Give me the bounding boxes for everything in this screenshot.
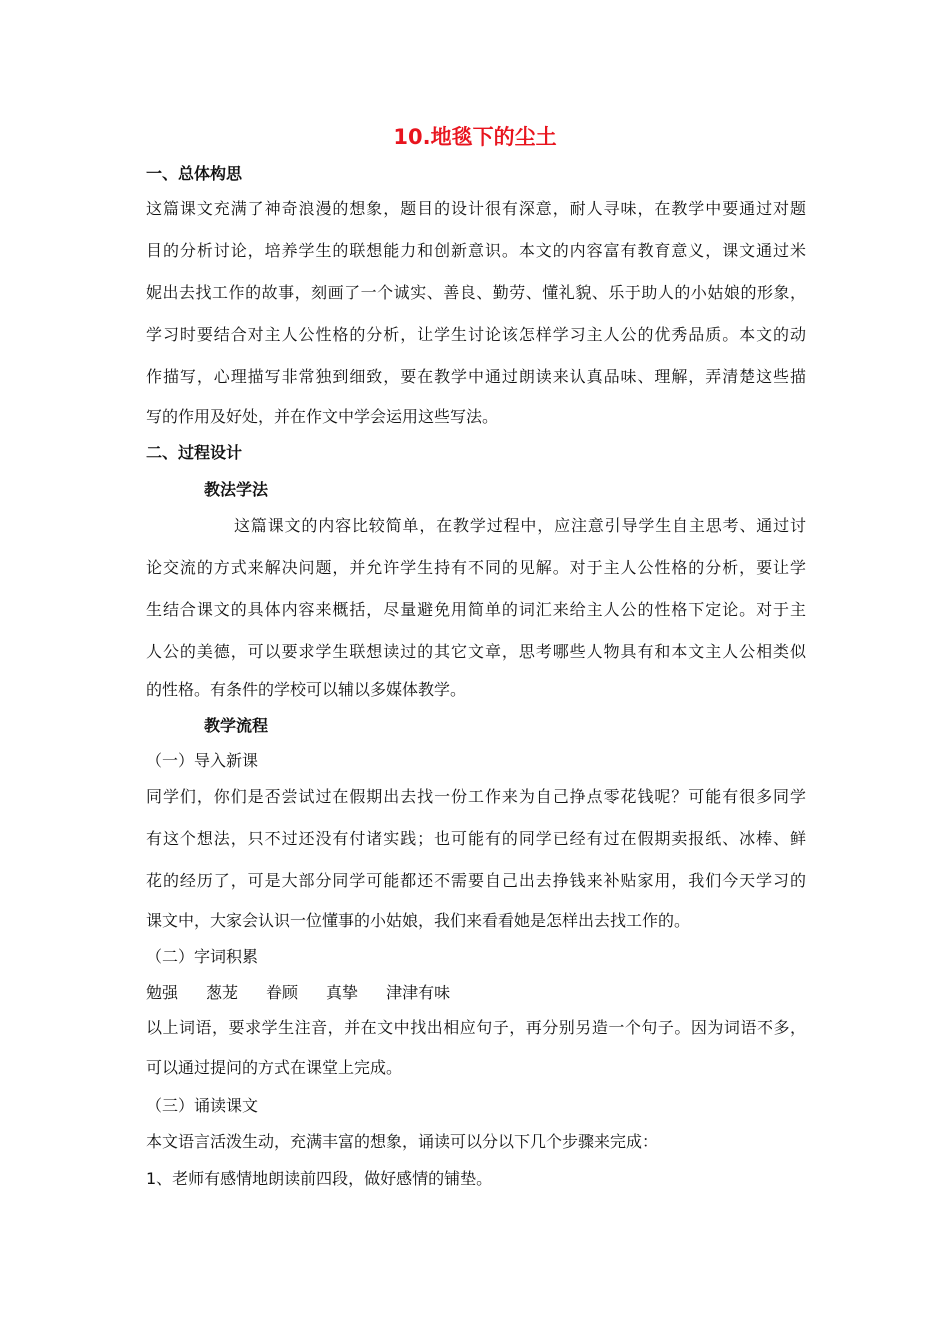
- paragraph-line: 这篇课文充满了神奇浪漫的想象，题目的设计很有深意，耐人寻味，在教学中要通过对题: [146, 199, 806, 218]
- document-title: 10.地毯下的尘土: [393, 125, 557, 149]
- vocab-word: 勉强: [146, 983, 179, 1002]
- paragraph-line: 生结合课文的具体内容来概括，尽量避免用简单的词汇来给主人公的性格下定论。对于主: [146, 600, 806, 619]
- paragraph-line: 作描写，心理描写非常独到细致，要在教学中通过朗读来认真品味、理解，弄清楚这些描: [146, 367, 806, 386]
- paragraph-line: 妮出去找工作的故事，刻画了一个诚实、善良、勤劳、懂礼貌、乐于助人的小姑娘的形象，: [146, 283, 806, 302]
- part-heading: （二）字词积累: [146, 947, 259, 966]
- paragraph-line: 有这个想法，只不过还没有付诸实践；也可能有的同学已经有过在假期卖报纸、冰棒、鲜: [146, 829, 806, 848]
- paragraph-line: 人公的美德，可以要求学生联想读过的其它文章，思考哪些人物具有和本文主人公相类似: [146, 642, 806, 661]
- paragraph-line: 课文中，大家会认识一位懂事的小姑娘，我们来看看她是怎样出去找工作的。: [146, 911, 691, 930]
- paragraph-line: 的性格。有条件的学校可以辅以多媒体教学。: [146, 680, 467, 699]
- vocab-word: 眷顾: [266, 983, 299, 1002]
- paragraph-line: 学习时要结合对主人公性格的分析，让学生讨论该怎样学习主人公的优秀品质。本文的动: [146, 325, 806, 344]
- subsection-heading: 教法学法: [204, 480, 269, 499]
- part-heading: （一）导入新课: [146, 751, 259, 770]
- paragraph-line: 以上词语，要求学生注音，并在文中找出相应句子，再分别另造一个句子。因为词语不多，: [146, 1018, 806, 1037]
- vocab-word: 真挚: [326, 983, 359, 1002]
- paragraph-line: 这篇课文的内容比较简单，在教学过程中，应注意引导学生自主思考、通过讨: [234, 516, 806, 535]
- subsection-heading: 教学流程: [204, 716, 269, 735]
- part-heading: （三）诵读课文: [146, 1096, 259, 1115]
- section-heading: 二、过程设计: [146, 443, 243, 462]
- paragraph-line: 可以通过提问的方式在课堂上完成。: [146, 1058, 403, 1077]
- section-heading: 一、总体构思: [146, 164, 243, 183]
- paragraph-line: 写的作用及好处，并在作文中学会运用这些写法。: [146, 407, 499, 426]
- word-list: [146, 983, 478, 1003]
- paragraph-line: 目的分析讨论，培养学生的联想能力和创新意识。本文的内容富有教育意义，课文通过米: [146, 241, 806, 260]
- paragraph-line: 花的经历了，可是大部分同学可能都还不需要自己出去挣钱来补贴家用，我们今天学习的: [146, 871, 806, 890]
- paragraph-line: 同学们，你们是否尝试过在假期出去找一份工作来为自己挣点零花钱呢？可能有很多同学: [146, 787, 806, 806]
- vocab-word: 津津有味: [386, 983, 451, 1002]
- paragraph-line: 1、老师有感情地朗读前四段，做好感情的铺垫。: [146, 1169, 493, 1188]
- paragraph-line: 论交流的方式来解决问题，并允许学生持有不同的见解。对于主人公性格的分析，要让学: [146, 558, 806, 577]
- vocab-word: 葱茏: [206, 983, 239, 1002]
- paragraph-line: 本文语言活泼生动，充满丰富的想象，诵读可以分以下几个步骤来完成：: [146, 1132, 659, 1151]
